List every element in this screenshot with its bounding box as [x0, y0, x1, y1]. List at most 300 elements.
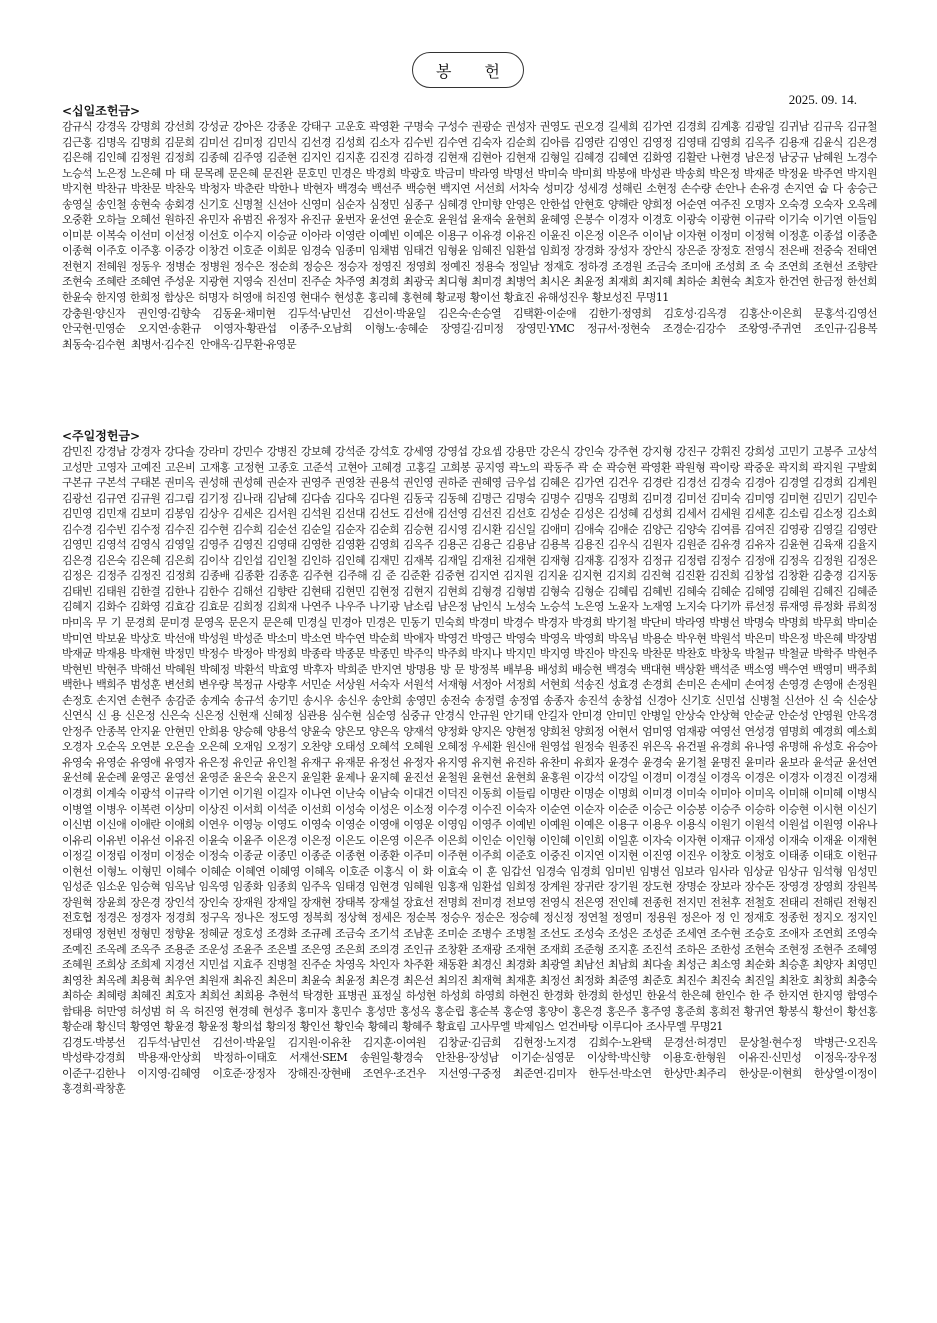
donor-couple: 박정하·이태호: [213, 1051, 277, 1065]
donor-name: 신병철: [749, 693, 780, 707]
donor-name: 조남훈: [403, 926, 434, 940]
donor-name: 김준현: [266, 151, 297, 165]
donor-name: 박경자: [537, 616, 568, 630]
donor-name: 정승혜: [508, 911, 539, 925]
donor-name: 정승우: [440, 911, 471, 925]
donor-name: 윤순호: [403, 213, 434, 227]
donor-name: 박주희: [437, 647, 468, 661]
donor-name: 박현주: [846, 647, 877, 661]
donor-name: 홍은경: [571, 1004, 602, 1018]
donor-name: 지영숙: [232, 275, 263, 289]
donor-name: 이영숙: [300, 818, 331, 832]
donor-name: 이남숙: [369, 787, 400, 801]
donor-name: 홍미자: [296, 1004, 327, 1018]
donor-name: 이신애: [96, 818, 127, 832]
donor-name: 최희선: [199, 989, 230, 1003]
donor-name: 정일남: [508, 259, 539, 273]
donor-couple: 이종주·오남희: [289, 322, 353, 336]
donor-name: 조연희: [778, 259, 809, 273]
donor-name: 지경선: [164, 958, 195, 972]
donor-name: 무명21: [689, 1020, 723, 1034]
donor-name: 안정주: [62, 724, 93, 738]
donor-name: 김석원: [300, 507, 331, 521]
donor-name: 박상호: [130, 631, 161, 645]
donor-name: 손미은: [676, 678, 707, 692]
donor-name: 이인형: [505, 833, 536, 847]
donor-name: 윤철원: [437, 771, 468, 785]
donor-name: 주: [763, 989, 774, 1003]
donor-name: 정예진: [440, 259, 471, 273]
donor-name: 이혜순: [200, 864, 231, 878]
donor-name: 신선아: [266, 197, 297, 211]
donor-name: 김정원: [130, 151, 161, 165]
donor-name: 이경실: [676, 771, 707, 785]
donor-name: 엄미영: [642, 724, 673, 738]
donor-name: 신기호: [680, 693, 711, 707]
donor-name: 김성순: [539, 507, 570, 521]
donor-name: 이동희: [471, 787, 502, 801]
donor-name: 남혜원: [812, 151, 843, 165]
donor-name: 조재현: [505, 942, 536, 956]
donor-name: 이상미: [164, 802, 195, 816]
donor-name: 김정주: [96, 569, 127, 583]
donor-name: 김서원: [266, 507, 297, 521]
donor-name: 유정자: [403, 755, 434, 769]
donor-name: 김명희: [608, 491, 639, 505]
donor-name: 이청호: [744, 849, 775, 863]
donor-name: 조희제: [130, 958, 161, 972]
donor-couple: 정규서·정현숙: [586, 322, 650, 336]
donor-name: 이주현: [437, 849, 468, 863]
donor-name: 홍순립: [434, 1004, 465, 1018]
donor-name: 신순상: [846, 693, 877, 707]
donor-name: 최호자: [165, 989, 196, 1003]
donor-name: 김경숙: [710, 476, 741, 490]
donor-name: 마미옥: [62, 616, 93, 630]
donor-name: 조은희: [335, 942, 366, 956]
donor-name: 최승훈: [778, 958, 809, 972]
donor-name: 김희재: [266, 600, 297, 614]
donor-name: 강요셉: [471, 445, 502, 458]
donor-name: 하성현: [405, 989, 436, 1003]
donor-name: 조수현: [710, 926, 741, 940]
donor-name: 임채범: [369, 244, 400, 258]
donor-name: 박창욱: [710, 647, 741, 661]
donor-name: 최희용: [233, 989, 264, 1003]
donor-name: 김정희: [164, 151, 195, 165]
donor-name: 남소림: [403, 600, 434, 614]
donor-name: 김가연: [573, 476, 604, 490]
donor-name: 김정은: [846, 553, 877, 567]
donor-name: 용: [110, 709, 121, 723]
donor-name: 이원영: [812, 818, 843, 832]
donor-name: 이정길: [62, 849, 93, 863]
donor-name: 김세원: [710, 507, 741, 521]
donor-name: 이현선: [62, 864, 93, 878]
donor-name: 서재형: [437, 678, 468, 692]
donor-name: 현대수: [299, 291, 330, 305]
donor-couple: 김지원·이유찬: [287, 1035, 351, 1049]
donor-name: 이태종: [778, 849, 809, 863]
donor-name: 김종혜: [198, 151, 229, 165]
donor-name: 심정민: [369, 197, 400, 211]
donor-name: 이규락: [164, 787, 195, 801]
donor-name: 전보영: [505, 895, 536, 909]
donor-name: 조용준: [164, 942, 195, 956]
donor-name: 임희정: [539, 244, 570, 258]
donor-name: 이은경: [266, 833, 297, 847]
donor-name: 강경옥: [96, 120, 127, 133]
donor-name: 김순선: [266, 522, 297, 536]
donor-name: 최재훈: [505, 973, 536, 987]
donor-couple: 최준연·김미자: [513, 1066, 577, 1080]
donor-name: 정현빈: [96, 926, 127, 940]
donor-name: 김동국: [403, 491, 434, 505]
donor-name: 유희자: [573, 755, 604, 769]
donor-name: 조의경: [369, 942, 400, 956]
donor-name: 원하진: [164, 213, 195, 227]
donor-name: 장원혁: [62, 895, 93, 909]
donor-name: 이정미: [130, 849, 161, 863]
donor-name: 장재원: [232, 895, 263, 909]
donor-name: 김재복: [403, 553, 434, 567]
donor-name: 백경숙: [337, 182, 368, 196]
donor-name: 문영옥: [193, 616, 224, 630]
donor-name: 성효경: [608, 678, 639, 692]
donor-name: 최은미: [266, 973, 297, 987]
donor-name: 오순옥: [96, 740, 127, 754]
donor-name: 김한결: [130, 584, 161, 598]
donor-name: 조준형: [573, 942, 604, 956]
donor-name: 이유리: [62, 833, 93, 847]
donor-name: 권혜영: [471, 476, 502, 490]
donor-name: 최현숙: [710, 275, 741, 289]
donor-name: 조경원: [612, 259, 643, 273]
donor-name: 김규연: [96, 491, 127, 505]
donor-name: 김경아: [744, 476, 775, 490]
donor-name: 김보미: [130, 507, 161, 521]
donor-name: 이호준: [232, 244, 263, 258]
donor-name: 송기민: [268, 693, 299, 707]
donor-couple: 장해진·장현배: [287, 1066, 351, 1080]
donor-name: 손세미: [710, 678, 741, 692]
donor-name: 조승호: [744, 926, 775, 940]
donor-name: 송계숙: [199, 693, 230, 707]
donor-couple: 문홍석·김영선: [813, 306, 877, 320]
donor-name: 장은준: [676, 244, 707, 258]
donor-name: 고혜경: [371, 460, 402, 474]
donor-name: 이강일: [608, 771, 639, 785]
donor-name: 이정숙: [198, 849, 229, 863]
donor-couple: 김은숙·손승열: [437, 306, 501, 320]
donor-couple: 조왕영·주귀연: [738, 322, 802, 336]
donor-name: 유지영: [437, 755, 468, 769]
donor-couple: 김홍산·이은희: [738, 306, 802, 320]
donor-name: 홍순영: [503, 1004, 534, 1018]
donor-couple: 홍경희·곽창훈: [62, 1082, 126, 1096]
donor-name: 조성희: [715, 259, 746, 273]
donor-name: 김정옥: [778, 553, 809, 567]
donor-name: 손경희: [642, 678, 673, 692]
donor-name: 정구옥: [199, 911, 230, 925]
section-heading: <주일정헌금>: [62, 429, 141, 443]
donor-name: 원신애: [505, 740, 536, 754]
donor-name: 강보혜: [300, 445, 331, 458]
donor-name: 안상숙: [675, 709, 706, 723]
donor-name: 임승혁: [130, 880, 161, 894]
donor-name: 김희정: [232, 600, 263, 614]
donor-name: 함상은: [163, 291, 195, 305]
donor-name: 김옥주: [744, 135, 775, 149]
donor-name: 이종현: [335, 849, 366, 863]
donor-name: 윤석균: [812, 755, 843, 769]
donor-name: 김혜영: [744, 584, 775, 598]
donor-name: 전명희: [437, 895, 468, 909]
donor-name: 최은경: [369, 973, 400, 987]
donor-name: 이덕진: [437, 787, 468, 801]
donor-name: 박현빈: [62, 662, 93, 676]
donor-name: 김민재: [96, 507, 127, 521]
donor-name: 나기광: [369, 600, 400, 614]
donor-name: 민경은: [365, 616, 396, 630]
donor-name: 임환섭: [505, 244, 536, 258]
donor-name: 이: [471, 864, 482, 878]
donor-name: 표정실: [371, 989, 402, 1003]
donor-name: 김아름: [539, 135, 570, 149]
donor-name: 백경숙: [606, 662, 637, 676]
donor-name: 임태건: [403, 244, 434, 258]
donor-name: 김충경: [812, 569, 843, 583]
donor-name: 이경은: [744, 771, 775, 785]
donor-name: 이복련: [130, 802, 161, 816]
donor-name: 전미경: [471, 895, 502, 909]
donor-name: 곽노의: [508, 460, 539, 474]
donor-name: 이형민: [131, 864, 162, 878]
donor-name: 성해린: [612, 182, 643, 196]
donor-name: 정영미: [612, 911, 643, 925]
donor-name: 김동혜: [437, 491, 468, 505]
donor-name: 박혜원: [165, 662, 196, 676]
donor-name: 김근홍: [62, 135, 93, 149]
donor-name: 노재영: [642, 600, 673, 614]
donor-name: 황효림: [435, 1020, 466, 1034]
donor-name: 원영섭: [539, 740, 570, 754]
donor-couple: 최동숙·김수현: [62, 337, 126, 351]
donor-name: 전태연: [846, 244, 877, 258]
donor-name: 이영란: [335, 228, 366, 242]
donor-name: 서정희: [505, 678, 536, 692]
donor-couple: 서재선·SEM: [289, 1051, 348, 1065]
donor-name: 남은정: [744, 151, 775, 165]
donor-name: 윤영선: [164, 771, 195, 785]
donor-name: 박지민: [505, 647, 536, 661]
donor-name: 윤번자: [335, 213, 366, 227]
donor-name: 장정호: [710, 244, 741, 258]
donor-name: 한인수: [715, 989, 746, 1003]
donor-name: 양용석: [266, 724, 297, 738]
donor-name: 송전숙: [440, 693, 471, 707]
donor-name: 유영순: [96, 755, 127, 769]
donor-name: 이예은: [573, 818, 604, 832]
donor-name: 정지오: [812, 911, 843, 925]
donor-name: 최양자: [812, 958, 843, 972]
donor-name: 김경희: [812, 476, 843, 490]
donor-name: 오명자: [744, 197, 775, 211]
donor-name: 신경아: [646, 693, 677, 707]
donor-name: 강세영: [403, 445, 434, 458]
donor-couple: 이기순·심영문: [511, 1051, 575, 1065]
donor-name: 백상환: [675, 662, 706, 676]
donor-name: 이나연: [300, 787, 331, 801]
donor-couple: 박용재·안상희: [137, 1051, 201, 1065]
donor-name: 임보라: [674, 864, 705, 878]
donor-name: 장명순: [676, 880, 707, 894]
donor-name: 박경수: [503, 616, 534, 630]
donor-name: 전은영: [573, 895, 604, 909]
donor-name: 김문희: [164, 135, 195, 149]
donor-name: 고성만: [62, 460, 93, 474]
donor-name: 정병순: [165, 259, 196, 273]
donor-name: 정승은: [302, 259, 333, 273]
donor-name: 김현지: [403, 584, 434, 598]
donor-name: 이애희: [164, 818, 195, 832]
donor-name: 우세환: [471, 740, 502, 754]
donor-name: 강지형: [642, 445, 673, 458]
donor-name: 이재성: [744, 833, 775, 847]
donor-name: 조애자: [778, 926, 809, 940]
donor-name: 박찬호: [676, 647, 707, 661]
donor-name: 고준석: [302, 460, 333, 474]
donor-name: 조하은: [676, 942, 707, 956]
donor-name: 오연분: [130, 740, 161, 754]
donor-name: 전중숙: [812, 244, 843, 258]
donor-name: 허: [165, 1004, 176, 1018]
donor-name: 민경실: [296, 616, 327, 630]
donor-name: 백대현: [640, 662, 671, 676]
donor-name: 김수빈: [403, 135, 434, 149]
donor-name: 김형숙: [539, 584, 570, 598]
donor-name: 사랑후: [266, 678, 297, 692]
donor-name: 조미순: [437, 926, 468, 940]
donor-name: 이용구: [608, 818, 639, 832]
donor-name: 곽: [577, 460, 588, 474]
donor-name: 김선영: [437, 507, 468, 521]
donor-name: 김용재: [778, 135, 809, 149]
donor-name: 임갑선: [500, 864, 532, 878]
donor-name: 이창건: [198, 244, 229, 258]
donor-name: 최진숙: [710, 973, 741, 987]
donor-name: 조병수: [471, 926, 502, 940]
donor-name: 이기숙: [778, 213, 809, 227]
donor-name: 송승근: [846, 182, 877, 196]
donor-name: 이정미: [710, 228, 741, 242]
donor-name: 권성혜: [232, 476, 263, 490]
donor-name: 황혜리: [367, 1020, 398, 1034]
donor-name: 김미영: [744, 491, 775, 505]
donor-couple: 강충원·양신자: [62, 306, 126, 320]
donor-name: 유영숙: [62, 755, 93, 769]
donor-name: 박옥님: [608, 631, 639, 645]
donor-name: 박정수: [198, 647, 229, 661]
donor-name: 권성자: [505, 120, 536, 133]
donor-name: 김여름: [710, 522, 741, 536]
donor-name: 권용석: [369, 476, 400, 490]
donor-name: 이은정: [573, 228, 604, 242]
donor-name: 김용근: [471, 538, 502, 552]
donor-name: 임종미: [335, 244, 366, 258]
donor-name: 김성희: [335, 135, 366, 149]
donor-name: 김시영: [437, 522, 468, 536]
donor-name: 이예빈: [369, 228, 400, 242]
donor-name: 김: [371, 569, 382, 583]
donor-name: 김재현: [505, 553, 536, 567]
donor-name: 최디형: [437, 275, 468, 289]
donor-name: 황의섭: [231, 1020, 262, 1034]
donor-name: 박선애: [164, 631, 195, 645]
donor-name: 오숙자: [812, 197, 843, 211]
donor-name: 홍현혜: [401, 291, 432, 305]
donor-name: 이중강: [164, 244, 195, 258]
donor-name: 김소희: [846, 507, 877, 521]
donor-couple: 이준구·김한나: [62, 1066, 126, 1080]
donor-name: 황인선: [299, 1020, 330, 1034]
donor-name: 김성희: [642, 507, 673, 521]
donor-name: 유범진: [232, 213, 263, 227]
donor-name: 김현태: [300, 584, 331, 598]
donor-name: 김계원: [846, 476, 877, 490]
donor-name: 최창희: [812, 973, 843, 987]
donor-name: 추현석: [268, 989, 299, 1003]
donor-name: 조선도: [539, 926, 570, 940]
donor-name: 윤영준: [198, 771, 229, 785]
donor-name: 여영선: [710, 724, 741, 738]
donor-name: 이상진: [198, 802, 229, 816]
donor-name: 박소연: [300, 631, 331, 645]
donor-name: 유승아: [846, 740, 877, 754]
donor-couple: 조인규·김용복: [813, 322, 877, 336]
donor-name: 김해선: [232, 584, 263, 598]
donor-name: 송규석: [233, 693, 264, 707]
donor-name: 양희정: [573, 724, 604, 738]
donor-name: 심관용: [296, 709, 327, 723]
donor-name: 김선호: [505, 507, 536, 521]
donor-name: 송안희: [371, 693, 402, 707]
donor-couple: 이영자·황관섭: [213, 322, 277, 336]
donor-name: 박지나: [471, 647, 502, 661]
donor-name: 조창환: [437, 942, 468, 956]
name-list: [62, 444, 877, 1035]
donor-name: 김광선: [62, 491, 93, 505]
donor-name: 서선희: [474, 182, 505, 196]
donor-name: 김민식: [266, 135, 297, 149]
donor-name: 최호자: [744, 275, 775, 289]
donor-name: 김정희: [165, 569, 196, 583]
donor-name: 장재현: [300, 895, 331, 909]
donor-name: 복정규: [232, 678, 263, 692]
donor-name: 박정희: [266, 647, 297, 661]
donor-name: 백소영: [743, 662, 774, 676]
donor-name: 박병선: [709, 616, 740, 630]
donor-name: 장영희: [812, 880, 843, 894]
donor-name: 김성혜: [608, 507, 639, 521]
donor-name: 이효숙: [437, 864, 468, 878]
donor-name: 이숙자: [505, 802, 536, 816]
donor-name: 김영식: [130, 538, 161, 552]
donor-name: 신선아: [783, 693, 814, 707]
donor-name: 최찬호: [778, 973, 809, 987]
donor-name: 김인하: [300, 553, 331, 567]
donor-name: 유해성진우: [537, 291, 588, 305]
